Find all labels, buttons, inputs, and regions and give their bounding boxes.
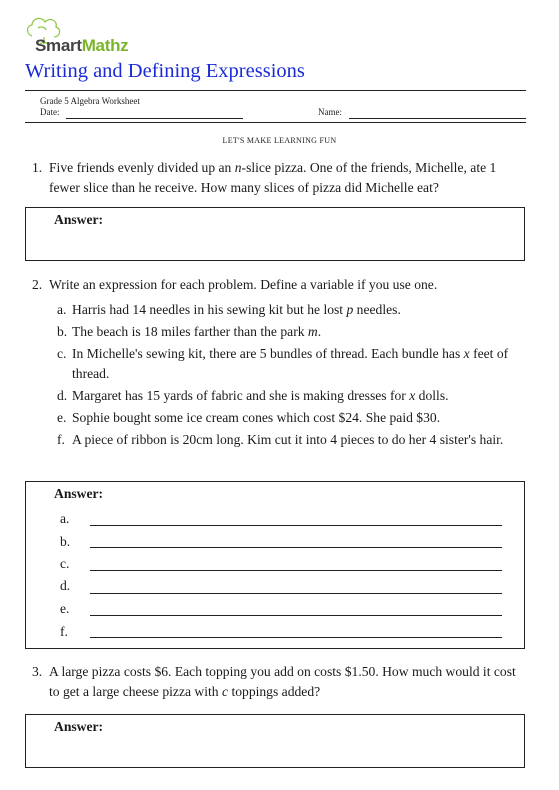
q2-item-c: c. In Michelle's sewing kit, there are 5 bundles of thread. Each bundle has x feet of thread.	[57, 346, 509, 381]
answer-row-label: c.	[60, 556, 70, 571]
answer-line[interactable]	[90, 615, 502, 616]
answer-row-label: e.	[60, 601, 70, 616]
header-rule	[25, 122, 526, 123]
q2-item-e: e. Sophie bought some ice cream cones which cost $24. She paid $30.	[57, 410, 441, 425]
answer-line[interactable]	[90, 593, 502, 594]
date-line	[66, 118, 243, 119]
date-label: Date:	[40, 107, 60, 117]
answer-row-label: d.	[60, 578, 71, 593]
answer-label: Answer:	[54, 212, 104, 227]
answer-box-1[interactable]	[25, 207, 525, 261]
answer-row-label: a.	[60, 511, 70, 526]
answer-label: Answer:	[54, 719, 104, 734]
question-number: 1.	[32, 160, 43, 175]
tagline: LET'S MAKE LEARNING FUN	[222, 136, 337, 145]
page-title: Writing and Defining Expressions	[25, 60, 305, 82]
question-3: 3. A large pizza costs $6. Each topping you add on costs $1.50. How much would it cost to get a large cheese pizza with c toppings added?	[32, 664, 516, 699]
q2-item-b: b. The beach is 18 miles farther than the park m.	[57, 324, 322, 339]
answer-box-2[interactable]	[25, 481, 525, 649]
name-label: Name:	[318, 107, 342, 117]
name-line	[349, 118, 526, 119]
answer-line[interactable]	[90, 637, 502, 638]
brand-name: SmartMathz	[35, 36, 129, 55]
question-number: 2.	[32, 277, 43, 292]
answer-line[interactable]	[90, 525, 502, 526]
question-number: 3.	[32, 664, 43, 679]
q2-item-a: a. Harris had 14 needles in his sewing kit but he lost p needles.	[57, 302, 401, 317]
question-1: 1. Five friends evenly divided up an n-slice pizza. One of the friends, Michelle, ate 1 fewer slice than he receive. How many slices of pizza did Michelle eat?	[32, 160, 497, 195]
answer-box-3[interactable]	[25, 714, 525, 768]
answer-line[interactable]	[90, 547, 502, 548]
grade-label: Grade 5 Algebra Worksheet	[40, 96, 140, 106]
answer-line[interactable]	[90, 570, 502, 571]
answer-row-label: f.	[60, 624, 68, 639]
title-rule	[25, 90, 526, 91]
q2-item-d: d. Margaret has 15 yards of fabric and she is making dresses for x dolls.	[57, 388, 449, 403]
question-2: 2. Write an expression for each problem. Define a variable if you use one.	[32, 275, 527, 295]
answer-row-label: b.	[60, 534, 71, 549]
q2-item-f: f. A piece of ribbon is 20cm long. Kim cut it into 4 pieces to do her 4 sister's hair.	[57, 432, 504, 447]
answer-label: Answer:	[54, 486, 104, 501]
